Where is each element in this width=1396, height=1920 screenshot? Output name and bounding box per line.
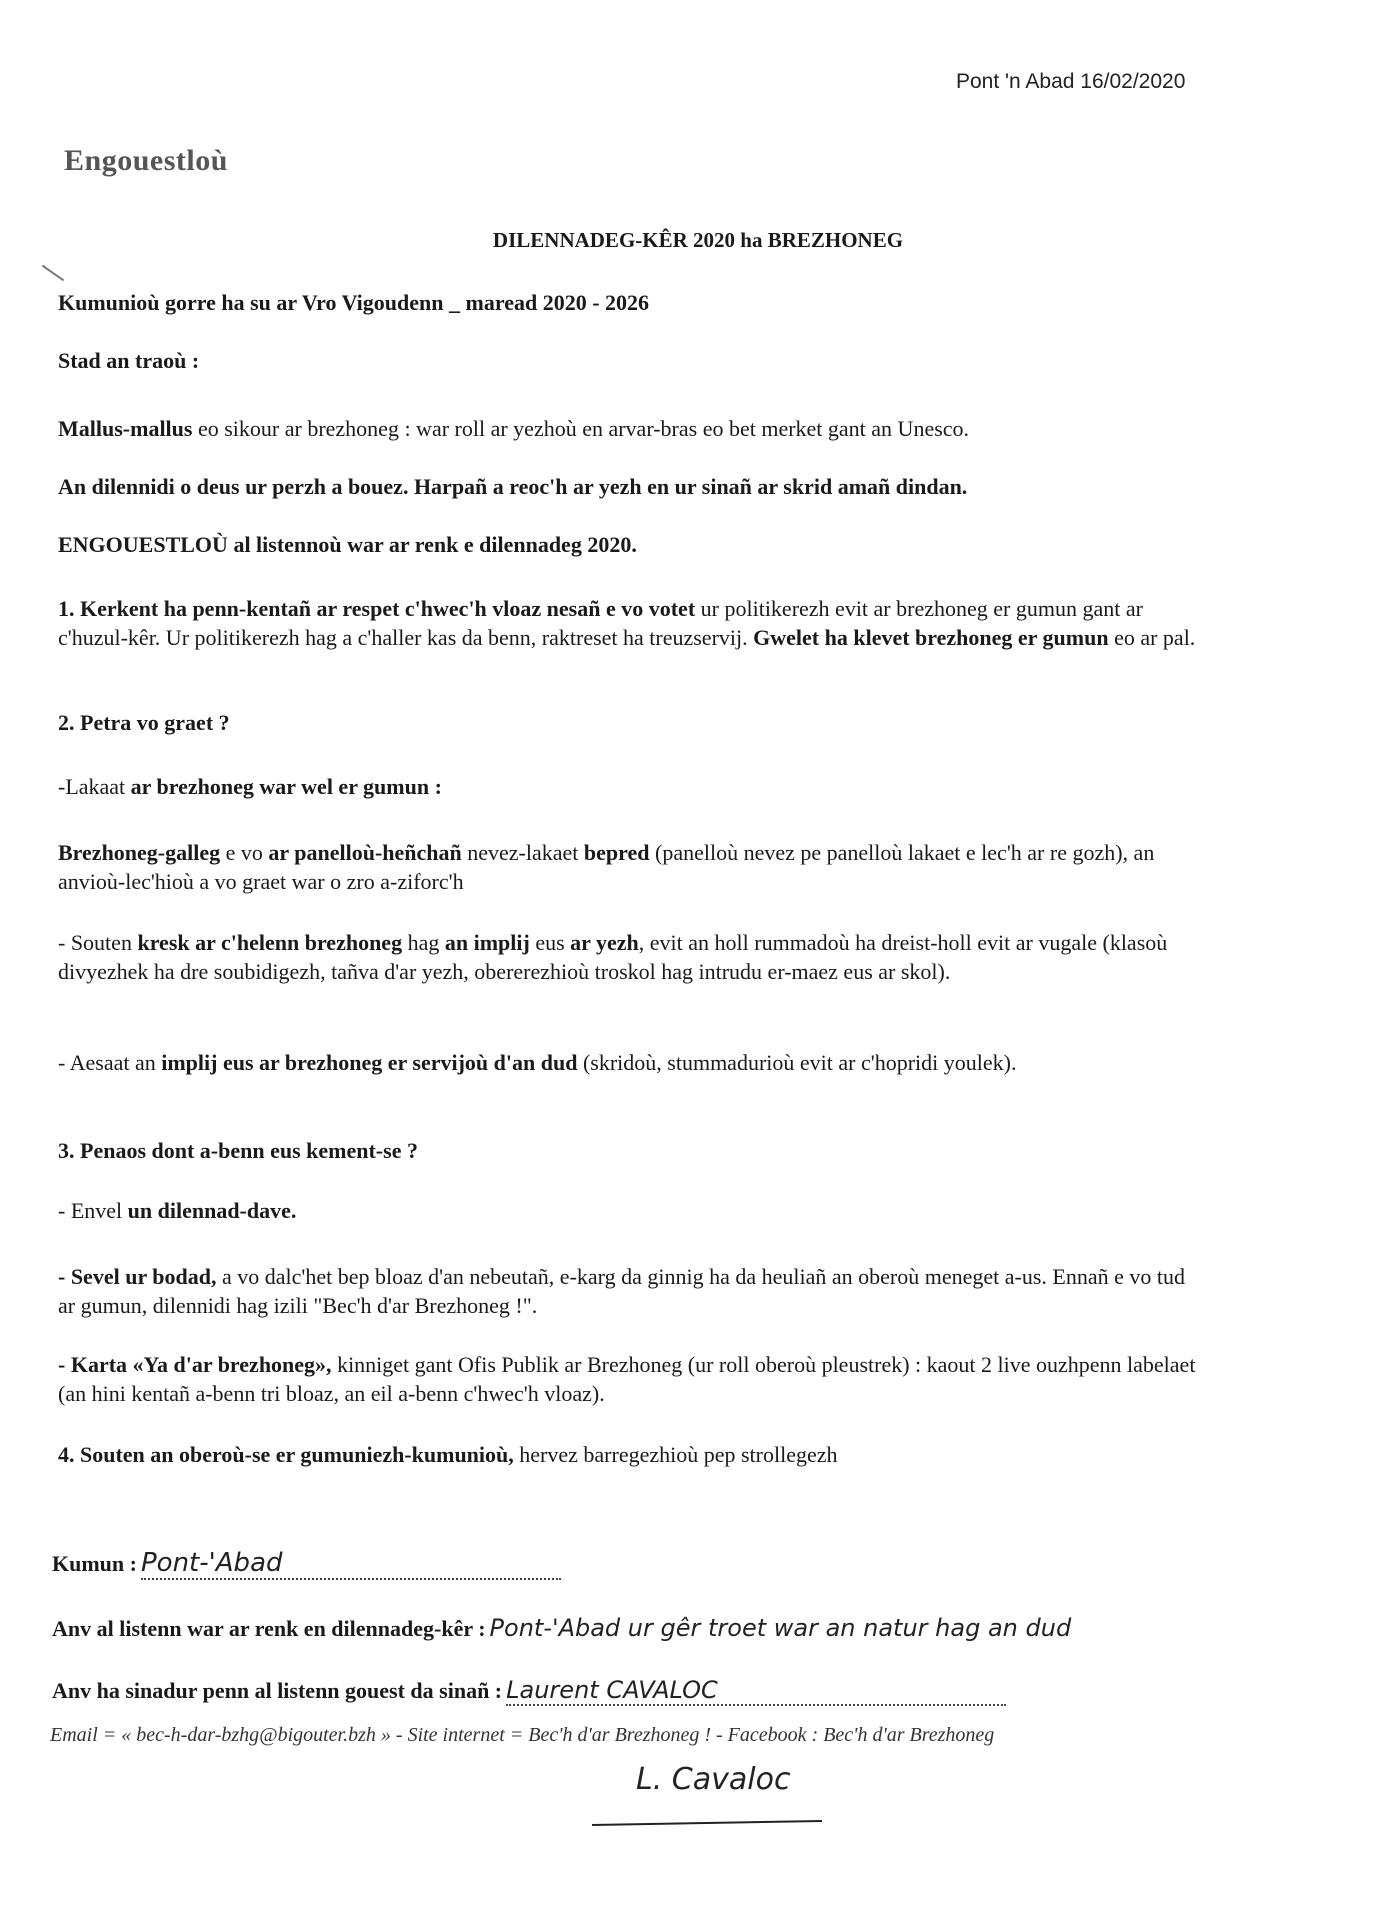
text-bold: ar panelloù-heñchañ [268,840,462,865]
signature: L. Cavaloc [636,1762,791,1797]
text-bold: - Karta «Ya d'ar brezhoneg», [58,1352,332,1377]
penn-listenn-label: Anv ha sinadur penn al listenn gouest da sinañ : [52,1678,503,1703]
text: eo sikour ar brezhoneg : war roll ar yezhoù en arvar-bras eo bet merket gant an Unesco. [192,416,970,441]
section-4-paragraph [58,1440,1198,1469]
text: , evit an holl rummadoù ha dreist-holl evit ar vugale (klasoù divyezhek ha dre soubidigezh, tañva d'ar yezh, obererezhioù troskol hag intrudu er-maez eus ar skol). [58,930,1168,984]
document-subtitle: Kumunioù gorre ha su ar Vro Vigoudenn _ maread 2020 - 2026 [58,290,650,315]
section-3-item-c [58,1350,1198,1408]
text-bold: an implij [444,930,530,955]
section-2-item-c [58,1048,1198,1077]
text: a vo dalc'het bep bloaz d'an nebeutañ, e-karg da ginnig ha da heuliañ an oberoù meneget a-us. Ennañ e vo tud ar gumun, dilennidi hag izili "Bec'h d'ar Brezhoneg !". [58,1264,1185,1318]
text: - Aesaat an [58,1050,162,1075]
org-name: Engouestloù [64,144,228,177]
text-bold: ENGOUESTLOÙ [58,532,228,557]
text: nevez-lakaet [461,840,584,865]
text: - Souten [58,930,138,955]
section-2-heading: 2. Petra vo graet ? [58,710,230,735]
text-bold: Brezhoneg-galleg [58,840,221,865]
text: eo ar pal. [1108,625,1196,650]
text-bold: 1. Kerkent ha penn-kentañ ar respet c'hwec'h vloaz nesañ e vo votet [58,596,696,621]
text: (panelloù nevez pe panelloù lakaet e lec'h ar re gozh), an anvioù-lec'hioù a vo graet war o zro a-ziforc'h [58,840,1155,894]
signature-underline [592,1820,822,1826]
text: -Lakaat [58,774,131,799]
section-3-item-b [58,1262,1198,1320]
text-bold: 4. Souten an oberoù-se er gumuniezh-kumunioù, [58,1442,514,1467]
kumun-label: Kumun : [52,1551,137,1576]
penn-listenn-value: Laurent CAVALOC [506,1676,718,1704]
section-3-item-a [58,1196,1198,1225]
section-2-item-b [58,928,1198,986]
text-bold: kresk ar c'helenn brezhoneg [137,930,403,955]
section-stad-heading: Stad an traoù : [58,348,200,373]
penn-listenn-field [52,1676,1352,1706]
contact-footer: Email = « bec-h-dar-bzhg@bigouter.bzh » - Site internet = Bec'h d'ar Brezhoneg ! - Facebook : Bec'h d'ar Brezhoneg [50,1724,995,1746]
text-bold: Gwelet ha klevet brezhoneg er gumun [747,625,1109,650]
text-bold: ar yezh [570,930,639,955]
text: hag [402,930,445,955]
text: ur politikerezh evit ar brezhoneg er gumun gant ar c'huzul-kêr. Ur politikerezh hag a c'haller kas da benn, raktreset ha treuzservij. [58,596,1143,650]
stad-paragraph-1 [58,414,1198,443]
text: eus [529,930,571,955]
kumun-value: Pont-'Abad [140,1548,283,1578]
section-2-subheading [58,772,1198,801]
kumun-field [52,1548,612,1580]
section-1-paragraph [58,594,1198,652]
text: e vo [220,840,269,865]
anv-listenn-field [52,1614,1352,1642]
section-2-item-a [58,838,1198,896]
document-title: DILENNADEG-KÊR 2020 ha BREZHONEG [492,228,904,252]
text-bold: implij eus ar brezhoneg er servijoù d'an dud [161,1050,578,1075]
anv-listenn-value: Pont-'Abad ur gêr troet war an natur hag an dud [489,1614,1072,1642]
section-3-heading: 3. Penaos dont a-benn eus kement-se ? [58,1138,418,1163]
scan-mark [42,265,64,282]
kumun-line [141,1548,561,1580]
text-bold: ar brezhoneg war wel er gumun : [130,774,442,799]
text: kinniget gant Ofis Publik ar Brezhoneg (ur roll oberoù pleustrek) : kaout 2 live ouzhpenn labelaet (an hini kentañ a-benn tri bloaz, an eil a-benn c'hwec'h vloaz). [58,1352,1196,1406]
text: al listennoù war ar renk e dilennadeg 2020. [227,532,637,557]
text-bold: - Sevel ur bodad, [58,1264,217,1289]
document-date: Pont 'n Abad 16/02/2020 [956,70,1186,93]
anv-listenn-label: Anv al listenn war ar renk en dilennadeg-kêr : [52,1616,486,1641]
text: (skridoù, stummadurioù evit ar c'hopridi youlek). [577,1050,1017,1075]
stad-paragraph-3 [58,530,1198,559]
text: - Envel [58,1198,128,1223]
text-bold: Mallus-mallus [58,416,193,441]
text: hervez barregezhioù pep strollegezh [513,1442,838,1467]
text-bold: bepred [583,840,650,865]
stad-paragraph-2: An dilennidi o deus ur perzh a bouez. Harpañ a reoc'h ar yezh en ur sinañ ar skrid amañ dindan. [58,474,968,499]
text-bold: un dilennad-dave. [127,1198,297,1223]
